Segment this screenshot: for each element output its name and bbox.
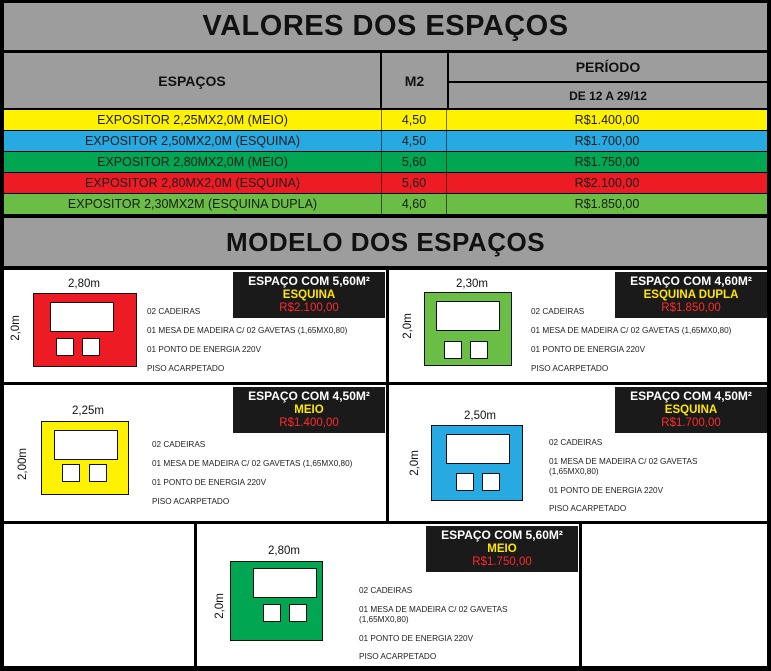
row-name: EXPOSITOR 2,25MX2,0M (MEIO) xyxy=(97,113,288,127)
items-list xyxy=(549,438,697,523)
row-m2: 4,50 xyxy=(381,131,447,151)
header-periodo: PERÍODO xyxy=(449,53,767,81)
row-name: EXPOSITOR 2,80MX2,0M (MEIO) xyxy=(97,155,288,169)
table-row xyxy=(4,173,767,193)
booth-plan xyxy=(33,293,137,367)
badge-type: ESQUINA DUPLA xyxy=(643,288,739,301)
list-item: 01 MESA DE MADEIRA C/ 02 GAVETAS xyxy=(359,604,508,614)
row-m2: 5,60 xyxy=(381,173,447,193)
booth-plan xyxy=(424,292,512,366)
table-row xyxy=(4,152,767,172)
items-list xyxy=(152,440,352,515)
table-row xyxy=(4,110,767,130)
height-label: 2,00m xyxy=(16,448,29,480)
row-price: R$1.850,00 xyxy=(574,197,640,211)
table-icon xyxy=(446,434,510,464)
price-table xyxy=(4,53,767,238)
list-item: PISO ACARPETADO xyxy=(531,363,609,373)
list-item: 01 PONTO DE ENERGIA 220V xyxy=(147,344,262,354)
height-label: 2,0m xyxy=(408,450,421,476)
chair-icon xyxy=(89,464,107,482)
row-name: EXPOSITOR 2,30MX2M (ESQUINA DUPLA) xyxy=(67,197,318,211)
list-item: PISO ACARPETADO xyxy=(152,496,230,506)
list-item: (1,65MX0,80) xyxy=(549,466,599,476)
list-item: PISO ACARPETADO xyxy=(147,363,225,373)
chair-icon xyxy=(482,473,500,491)
badge-title: ESPAÇO COM 4,60M² xyxy=(630,274,752,289)
list-item: 02 CADEIRAS xyxy=(549,438,603,447)
width-label: 2,50m xyxy=(464,410,496,422)
row-price: R$1.400,00 xyxy=(574,113,640,127)
width-label: 2,80m xyxy=(268,545,300,557)
items-list xyxy=(531,307,731,382)
list-item: 01 MESA DE MADEIRA C/ 02 GAVETAS (1,65MX0,80) xyxy=(531,325,732,335)
chair-icon xyxy=(444,341,462,359)
table-icon xyxy=(54,430,118,460)
width-label: 2,30m xyxy=(456,278,488,290)
height-label: 2,0m xyxy=(9,315,22,341)
list-item: 01 MESA DE MADEIRA C/ 02 GAVETAS (1,65MX0,80) xyxy=(152,458,353,468)
list-item: PISO ACARPETADO xyxy=(359,652,437,662)
list-item: 01 MESA DE MADEIRA C/ 02 GAVETAS (1,65MX0,80) xyxy=(147,325,348,335)
empty-cell xyxy=(4,524,194,666)
badge-price: R$1.750,00 xyxy=(472,555,532,568)
booth-plan xyxy=(431,425,523,501)
items-list xyxy=(359,586,507,671)
list-item: 02 CADEIRAS xyxy=(359,586,413,595)
chair-icon xyxy=(56,338,74,356)
width-label: 2,25m xyxy=(72,405,104,417)
row-m2: 4,60 xyxy=(381,194,447,214)
list-item: 01 PONTO DE ENERGIA 220V xyxy=(359,633,474,643)
height-label: 2,0m xyxy=(401,313,414,339)
badge-type: ESQUINA xyxy=(282,288,336,301)
badge-price: R$2.100,00 xyxy=(279,301,339,314)
table-row xyxy=(4,131,767,151)
list-item: 02 CADEIRAS xyxy=(152,440,206,449)
table-icon xyxy=(436,301,500,331)
list-item: PISO ACARPETADO xyxy=(549,504,627,514)
chair-icon xyxy=(263,604,281,622)
list-item: 02 CADEIRAS xyxy=(531,307,585,316)
row-m2: 4,50 xyxy=(381,110,447,130)
model-card xyxy=(389,385,767,521)
list-item: 01 PONTO DE ENERGIA 220V xyxy=(549,485,664,495)
badge-price: R$1.400,00 xyxy=(279,416,339,429)
chair-icon xyxy=(62,464,80,482)
chair-icon xyxy=(82,338,100,356)
badge-type: MEIO xyxy=(294,403,324,416)
list-item: 02 CADEIRAS xyxy=(147,307,201,316)
model-card xyxy=(4,385,386,521)
booth-plan xyxy=(41,421,129,495)
model-card xyxy=(389,270,767,382)
models-title: MODELO DOS ESPAÇOS xyxy=(4,218,767,266)
badge-title: ESPAÇO COM 4,50M² xyxy=(630,389,752,404)
row-name: EXPOSITOR 2,80MX2,0M (ESQUINA) xyxy=(84,176,301,190)
header-periodo-range: DE 12 A 29/12 xyxy=(449,83,767,108)
list-item: 01 PONTO DE ENERGIA 220V xyxy=(531,344,646,354)
items-list xyxy=(147,307,347,382)
page-title: VALORES DOS ESPAÇOS xyxy=(4,3,767,50)
model-card xyxy=(4,270,386,382)
badge-type: MEIO xyxy=(487,542,517,555)
row-price: R$1.750,00 xyxy=(574,155,640,169)
model-badge xyxy=(426,526,578,572)
row-price: R$2.100,00 xyxy=(574,176,640,190)
list-item: 01 PONTO DE ENERGIA 220V xyxy=(152,477,267,487)
table-icon xyxy=(253,568,317,598)
badge-title: ESPAÇO COM 4,50M² xyxy=(248,389,370,404)
badge-title: ESPAÇO COM 5,60M² xyxy=(248,274,370,289)
badge-title: ESPAÇO COM 5,60M² xyxy=(441,528,563,543)
booth-plan xyxy=(230,561,323,641)
badge-price: R$1.700,00 xyxy=(661,416,721,429)
header-espacos: ESPAÇOS xyxy=(4,53,380,108)
table-row xyxy=(4,194,767,214)
badge-type: ESQUINA xyxy=(664,403,718,416)
table-icon xyxy=(50,302,114,332)
width-label: 2,80m xyxy=(68,278,100,290)
chair-icon xyxy=(470,341,488,359)
chair-icon xyxy=(289,604,307,622)
header-m2: M2 xyxy=(382,53,447,108)
badge-price: R$1.850,00 xyxy=(661,301,721,314)
list-item: (1,65MX0,80) xyxy=(359,614,409,624)
row-name: EXPOSITOR 2,50MX2,0M (ESQUINA) xyxy=(84,134,301,148)
row-price: R$1.700,00 xyxy=(574,134,640,148)
list-item: 01 MESA DE MADEIRA C/ 02 GAVETAS xyxy=(549,456,698,466)
model-badge xyxy=(233,387,385,433)
model-card xyxy=(197,524,579,666)
empty-cell xyxy=(582,524,767,666)
row-m2: 5,60 xyxy=(381,152,447,172)
chair-icon xyxy=(456,473,474,491)
height-label: 2,0m xyxy=(213,593,226,619)
model-badge xyxy=(615,387,767,433)
